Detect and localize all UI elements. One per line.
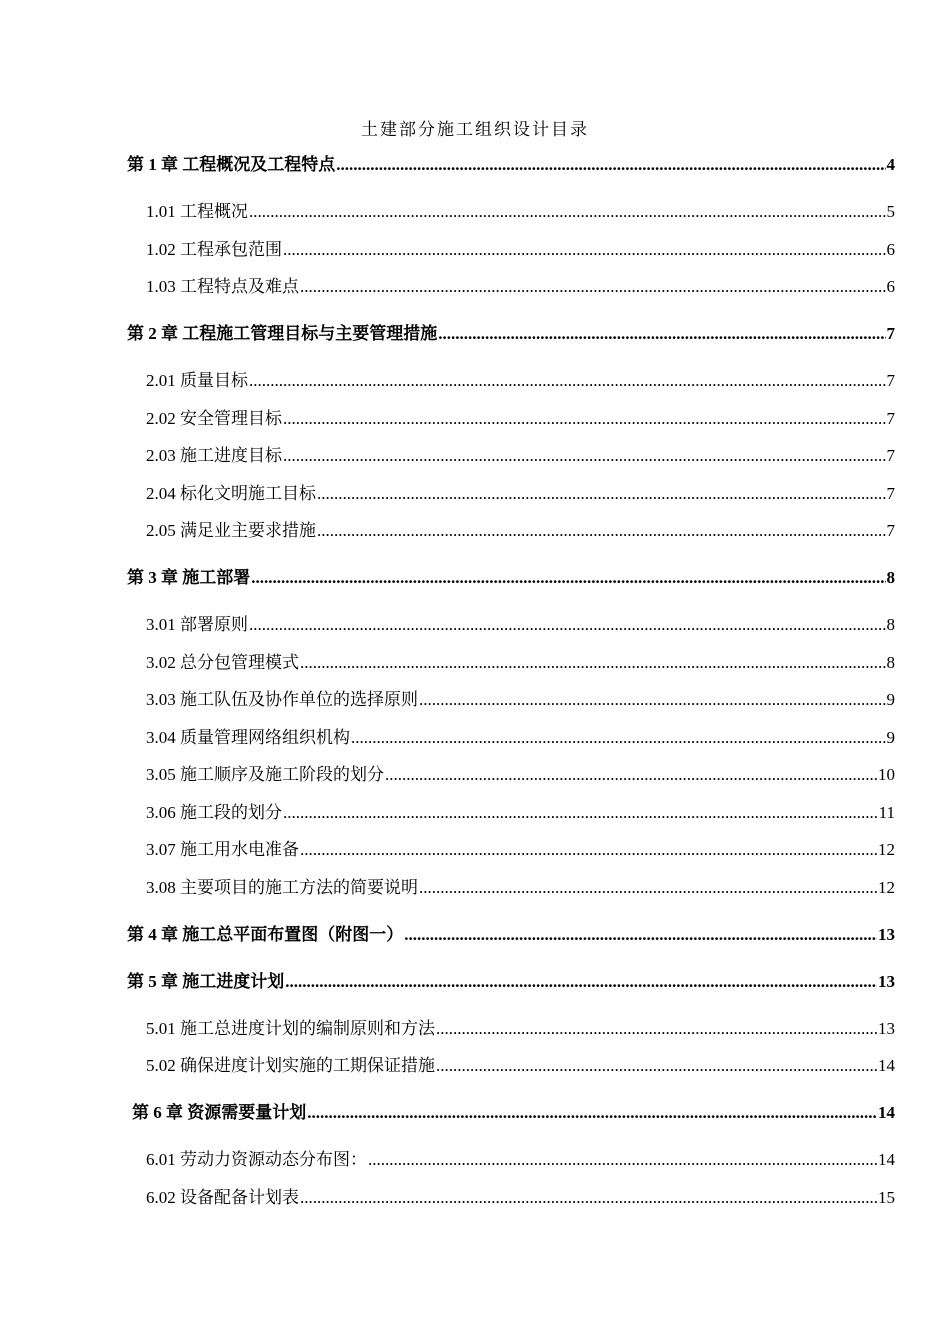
- toc-entry-label: 3.01 部署原则: [146, 615, 248, 634]
- toc-page-number: 10: [878, 765, 895, 784]
- toc-entry-label: 2.05 满足业主要求措施: [146, 521, 316, 540]
- toc-entry-label: 第 3 章 施工部署: [127, 568, 251, 587]
- toc-section-2-03[interactable]: [146, 444, 895, 468]
- toc-entry-label: 2.02 安全管理目标: [146, 409, 282, 428]
- dot-leader: [436, 1017, 877, 1041]
- toc-page-number: 12: [878, 840, 895, 859]
- toc-section-2-02[interactable]: [146, 407, 895, 431]
- toc-page-number: 7: [886, 324, 895, 343]
- dot-leader: [317, 482, 886, 506]
- toc-section-3-05[interactable]: [146, 763, 895, 787]
- dot-leader: [336, 153, 885, 177]
- toc-entry-label: 2.01 质量目标: [146, 371, 248, 390]
- dot-leader: [285, 970, 877, 994]
- toc-section-5-02[interactable]: [146, 1054, 895, 1078]
- toc-page-number: 15: [878, 1188, 895, 1207]
- toc-section-3-06[interactable]: [146, 801, 895, 825]
- toc-section-2-04[interactable]: [146, 482, 895, 506]
- document-title: 土建部分施工组织设计目录: [361, 120, 589, 139]
- toc-entry-label: 3.07 施工用水电准备: [146, 840, 299, 859]
- toc-entry-label: 6.01 劳动力资源动态分布图：: [146, 1150, 367, 1169]
- toc-section-3-08[interactable]: [146, 876, 895, 900]
- toc-page-number: 11: [878, 803, 895, 822]
- toc-entry-label: 第 6 章 资源需要量计划: [132, 1103, 307, 1122]
- toc-section-3-01[interactable]: [146, 613, 895, 637]
- toc-section-5-01[interactable]: [146, 1017, 895, 1041]
- toc-page-number: 12: [878, 878, 895, 897]
- toc-entry-label: 3.06 施工段的划分: [146, 803, 282, 822]
- dot-leader: [249, 369, 886, 393]
- dot-leader: [300, 1186, 877, 1210]
- toc-page-number: 14: [878, 1103, 895, 1122]
- toc-page-number: 7: [886, 409, 895, 428]
- dot-leader: [300, 275, 886, 299]
- toc-entry-label: 第 1 章 工程概况及工程特点: [127, 155, 336, 174]
- dot-leader: [249, 613, 886, 637]
- toc-chapter-3[interactable]: [127, 566, 895, 590]
- dot-leader: [385, 763, 877, 787]
- toc-section-2-01[interactable]: [146, 369, 895, 393]
- toc-chapter-6[interactable]: [132, 1101, 895, 1125]
- toc-entry-label: 3.02 总分包管理模式: [146, 653, 299, 672]
- toc-entry-label: 5.02 确保进度计划实施的工期保证措施: [146, 1056, 435, 1075]
- toc-chapter-5[interactable]: [127, 970, 895, 994]
- dot-leader: [317, 519, 886, 543]
- toc-entry-label: 1.03 工程特点及难点: [146, 277, 299, 296]
- dot-leader: [283, 801, 878, 825]
- dot-leader: [251, 566, 885, 590]
- dot-leader: [404, 923, 877, 947]
- dot-leader: [436, 1054, 877, 1078]
- dot-leader: [283, 407, 886, 431]
- toc-chapter-2[interactable]: [127, 322, 895, 346]
- toc-section-1-01[interactable]: [146, 200, 895, 224]
- toc-page-number: 7: [886, 484, 895, 503]
- toc-page-number: 7: [886, 521, 895, 540]
- toc-page-number: 7: [886, 371, 895, 390]
- toc-entry-label: 第 5 章 施工进度计划: [127, 972, 285, 991]
- toc-section-3-07[interactable]: [146, 838, 895, 862]
- toc-entry-label: 3.05 施工顺序及施工阶段的划分: [146, 765, 384, 784]
- dot-leader: [419, 688, 886, 712]
- toc-section-1-02[interactable]: [146, 238, 895, 262]
- toc-page-number: 4: [886, 155, 895, 174]
- toc-section-3-03[interactable]: [146, 688, 895, 712]
- toc-page-number: 9: [886, 728, 895, 747]
- toc-page-number: 13: [878, 925, 895, 944]
- toc-page-number: 6: [886, 240, 895, 259]
- toc-section-3-02[interactable]: [146, 651, 895, 675]
- dot-leader: [351, 726, 886, 750]
- toc-page-number: 14: [878, 1056, 895, 1075]
- dot-leader: [300, 651, 886, 675]
- toc-entry-label: 3.08 主要项目的施工方法的简要说明: [146, 878, 418, 897]
- toc-entry-label: 5.01 施工总进度计划的编制原则和方法: [146, 1019, 435, 1038]
- toc-entry-label: 3.04 质量管理网络组织机构: [146, 728, 350, 747]
- toc-entry-label: 1.01 工程概况: [146, 202, 248, 221]
- toc-entry-label: 3.03 施工队伍及协作单位的选择原则: [146, 690, 418, 709]
- toc-page-number: 8: [886, 653, 895, 672]
- toc-page-number: 8: [886, 615, 895, 634]
- toc-section-6-02[interactable]: [146, 1186, 895, 1210]
- toc-page-number: 8: [886, 568, 895, 587]
- toc-page-number: 7: [886, 446, 895, 465]
- toc-page-number: 9: [886, 690, 895, 709]
- toc-section-3-04[interactable]: [146, 726, 895, 750]
- dot-leader: [438, 322, 885, 346]
- toc-section-2-05[interactable]: [146, 519, 895, 543]
- dot-leader: [368, 1148, 877, 1172]
- toc-section-1-03[interactable]: [146, 275, 895, 299]
- toc-page-number: 5: [886, 202, 895, 221]
- toc-page-number: 13: [878, 972, 895, 991]
- toc-entry-label: 2.04 标化文明施工目标: [146, 484, 316, 503]
- toc-page-number: 6: [886, 277, 895, 296]
- toc-chapter-4[interactable]: [127, 923, 895, 947]
- toc-entry-label: 第 4 章 施工总平面布置图（附图一）: [127, 925, 404, 944]
- dot-leader: [249, 200, 886, 224]
- toc-entry-label: 2.03 施工进度目标: [146, 446, 282, 465]
- dot-leader: [307, 1101, 877, 1125]
- dot-leader: [300, 838, 877, 862]
- toc-chapter-1[interactable]: [127, 153, 895, 177]
- toc-section-6-01[interactable]: [146, 1148, 895, 1172]
- toc-page-number: 14: [878, 1150, 895, 1169]
- dot-leader: [283, 238, 886, 262]
- dot-leader: [283, 444, 886, 468]
- toc-entry-label: 第 2 章 工程施工管理目标与主要管理措施: [127, 324, 438, 343]
- dot-leader: [419, 876, 877, 900]
- toc-entry-label: 6.02 设备配备计划表: [146, 1188, 299, 1207]
- toc-entry-label: 1.02 工程承包范围: [146, 240, 282, 259]
- toc-page-number: 13: [878, 1019, 895, 1038]
